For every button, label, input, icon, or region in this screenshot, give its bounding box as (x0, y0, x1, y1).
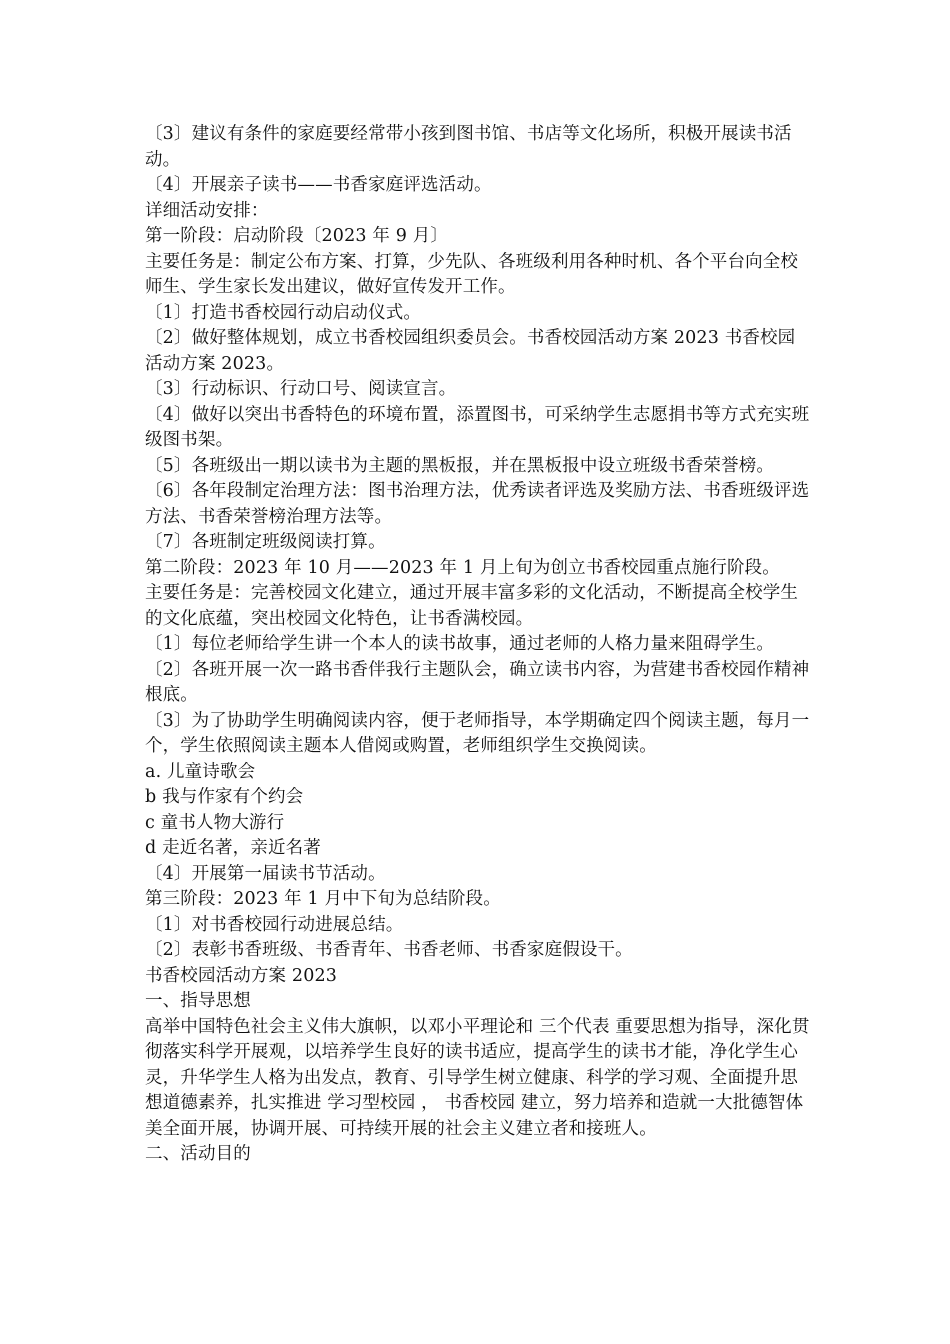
section-heading: 一、指导思想 (145, 991, 251, 1011)
reading-theme: d 走近名著，亲近名著 (145, 838, 321, 858)
section-heading: 二、活动目的 (145, 1144, 251, 1164)
list-item: 〔4〕做好以突出书香特色的环境布置，添置图书，可采纳学生志愿捐书等方式充实班级图书架。 (145, 404, 810, 450)
list-item: 〔1〕对书香校园行动进展总结。 (145, 914, 404, 935)
section-heading: 详细活动安排： (145, 200, 269, 221)
reading-theme: c 童书人物大游行 (145, 812, 285, 833)
paragraph: 〔4〕开展亲子读书——书香家庭评选活动。 (145, 175, 492, 195)
paragraph: 高举中国特色社会主义伟大旗帜，以邓小平理论和 三个代表 重要思想为指导，深化贯彻落实科学开展观，以培养学生良好的读书适应，提高学生的读书才能，净化学生心灵，升华学生人格为出发点，教育、引导学生树立健康、科学的学习观、全面提升思想道德素养，扎实推进 学习型校园 ， 书香校园 建立，努力培养和造就一大批德智体美全面开展，协调开展、可持续开展的社会主义建立者和接班人。 (145, 1016, 810, 1139)
list-item: 〔4〕开展第一届读书节活动。 (145, 863, 386, 884)
reading-theme: b 我与作家有个约会 (145, 787, 304, 807)
stage-heading: 第三阶段：2023 年 1 月中下旬为总结阶段。 (145, 889, 501, 909)
list-item: 〔6〕各年段制定治理方法：图书治理方法，优秀读者评选及奖励方法、书香班级评选方法、书香荣誉榜治理方法等。 (145, 481, 810, 527)
list-item: 〔7〕各班制定班级阅读打算。 (145, 532, 386, 552)
document-title: 书香校园活动方案 2023 (145, 965, 338, 986)
reading-theme: a. 儿童诗歌会 (145, 761, 256, 782)
document-body (145, 122, 810, 1168)
list-item: 〔1〕每位老师给学生讲一个本人的读书故事，通过老师的人格力量来阻碍学生。 (145, 634, 775, 654)
paragraph: 主要任务是：完善校园文化建立，通过开展丰富多彩的文化活动，不断提高全校学生的文化底蕴，突出校园文化特色，让书香满校园。 (145, 583, 799, 629)
stage-heading: 第一阶段：启动阶段〔2023 年 9 月〕 (145, 226, 449, 246)
list-item: 〔2〕做好整体规划，成立书香校园组织委员会。书香校园活动方案 2023 书香校园活动方案 2023。 (145, 328, 796, 374)
list-item: 〔1〕打造书香校园行动启动仪式。 (145, 302, 422, 323)
list-item: 〔5〕各班级出一期以读书为主题的黑板报，并在黑板报中设立班级书香荣誉榜。 (145, 455, 775, 476)
list-item: 〔2〕表彰书香班级、书香青年、书香老师、书香家庭假设干。 (145, 940, 633, 960)
stage-heading: 第二阶段：2023 年 10 月——2023 年 1 月上旬为创立书香校园重点施行阶段。 (145, 557, 780, 578)
list-item: 〔3〕为了协助学生明确阅读内容，便于老师指导，本学期确定四个阅读主题，每月一个，学生依照阅读主题本人借阅或购置，老师组织学生交换阅读。 (145, 710, 810, 756)
paragraph: 〔3〕建议有条件的家庭要经常带小孩到图书馆、书店等文化场所，积极开展读书活动。 (145, 124, 792, 170)
list-item: 〔2〕各班开展一次一路书香伴我行主题队会，确立读书内容，为营建书香校园作精神根底。 (145, 659, 810, 705)
paragraph: 主要任务是：制定公布方案、打算，少先队、各班级利用各种时机、各个平台向全校师生、学生家长发出建议，做好宣传发开工作。 (145, 251, 799, 297)
list-item: 〔3〕行动标识、行动口号、阅读宣言。 (145, 379, 457, 399)
